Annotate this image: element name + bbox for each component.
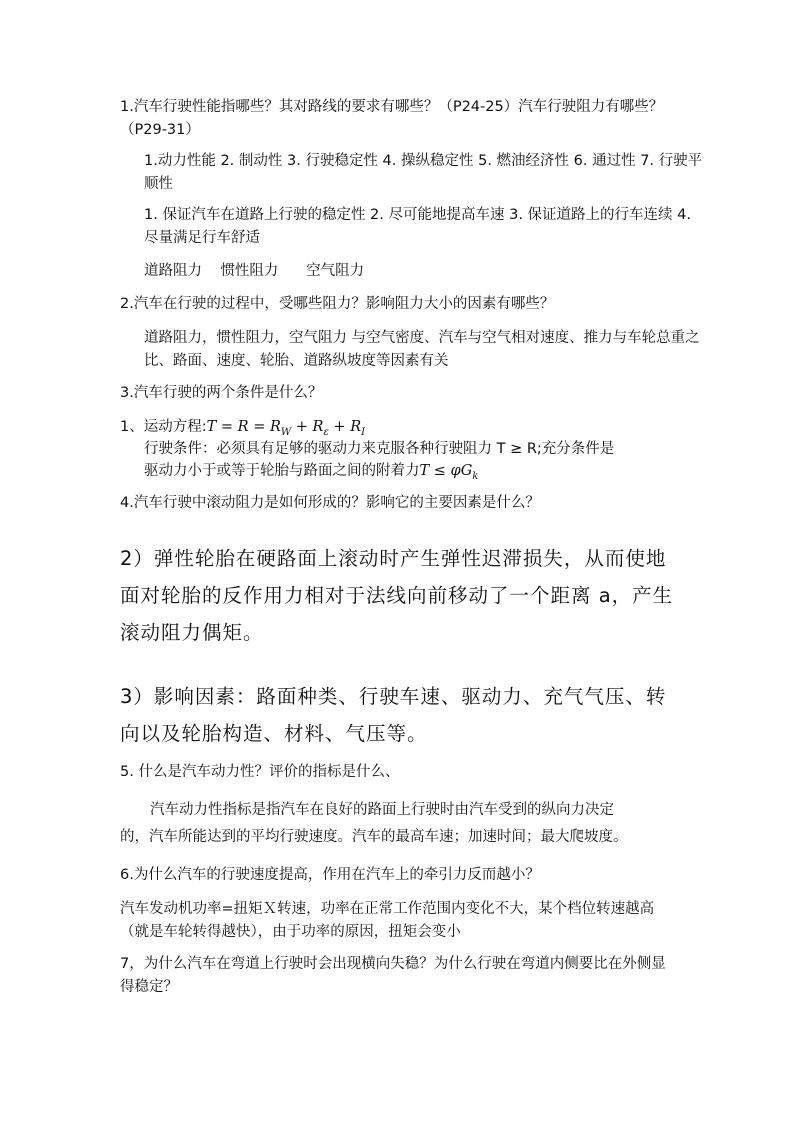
q1-answer-resistances bbox=[120, 260, 704, 283]
q6-title: 6.为什么汽车的行驶速度提高，作用在汽车上的牵引力反而越小？ bbox=[120, 867, 540, 883]
q5-title: 5. 什么是汽车动力性？评价的指标是什么、 bbox=[120, 764, 400, 780]
q7-title: 7，为什么汽车在弯道上行驶时会出现横向失稳？为什么行驶在弯道内侧要比在外侧显得稳定？ bbox=[120, 956, 666, 995]
q3-sufficient-condition: 驱动力小于或等于轮胎与路面之间的附着力$T \le \varphi G_k$ bbox=[144, 463, 479, 482]
q1-answer-performance: 1.动力性能 2. 制动性 3. 行驶稳定性 4. 操纵稳定性 5. 燃油经济性 6. 通过性 7. 行驶平顺性 bbox=[144, 153, 703, 192]
q4-answer-rolling-resistance: 2）弹性轮胎在硬路面上滚动时产生弹性迟滞损失，从而使地面对轮胎的反作用力相对于法线向前移动了一个距离 a，产生滚动阻力偶矩。 bbox=[120, 547, 674, 644]
q3-title: 3.汽车行驶的两个条件是什么？ bbox=[120, 385, 323, 401]
adhesion-formula: $T \le \varphi G_k$ bbox=[419, 463, 479, 482]
resistance-road: 道路阻力 bbox=[144, 263, 202, 279]
motion-equation-formula: $T = R = R_W + R_\varepsilon + R_I$ bbox=[206, 419, 366, 438]
q5-answer-line2: 的，汽车所能达到的平均行驶速度。汽车的最高车速；加速时间；最大爬坡度。 bbox=[120, 829, 628, 845]
resistance-inertia: 惯性阻力 bbox=[220, 263, 279, 279]
resistance-air: 空气阻力 bbox=[306, 263, 365, 279]
q2-answer: 道路阻力，惯性阻力，空气阻力 与空气密度、汽车与空气相对速度、推力与车轮总重之比、路面、速度、轮胎、道路纵坡度等因素有关 bbox=[144, 330, 700, 369]
q5-answer-line1: 汽车动力性指标是指汽车在良好的路面上行驶时由汽车受到的纵向力决定 bbox=[150, 802, 614, 818]
q4-title: 4.汽车行驶中滚动阻力是如何形成的？影响它的主要因素是什么？ bbox=[120, 495, 540, 511]
q1-answer-requirements: 1. 保证汽车在道路上行驶的稳定性 2. 尽可能地提高车速 3. 保证道路上的行车连续 4. 尽量满足行车舒适 bbox=[144, 207, 691, 246]
q3-motion-equation: 1、运动方程:T = $R = R_W + R_\varepsilon + R_I$ bbox=[120, 419, 366, 438]
q1-title: 1.汽车行驶性能指哪些？其对路线的要求有哪些？（P24-25）汽车行驶阻力有哪些？（P29-31） bbox=[120, 99, 664, 138]
q6-answer: 汽车发动机功率=扭矩Ｘ转速，功率在正常工作范围内变化不大，某个档位转速越高（就是车轮转得越快），由于功率的原因，扭矩会变小 bbox=[120, 901, 655, 940]
q4-answer-factors: 3）影响因素：路面种类、行驶车速、驱动力、充气气压、转向以及轮胎构造、材料、气压等。 bbox=[120, 685, 667, 745]
q2-title: 2.汽车在行驶的过程中，受哪些阻力？影响阻力大小的因素有哪些？ bbox=[120, 296, 555, 312]
q3-driving-condition: 行驶条件：必须具有足够的驱动力来克服各种行驶阻力 T ≥ R;充分条件是 bbox=[144, 441, 615, 457]
